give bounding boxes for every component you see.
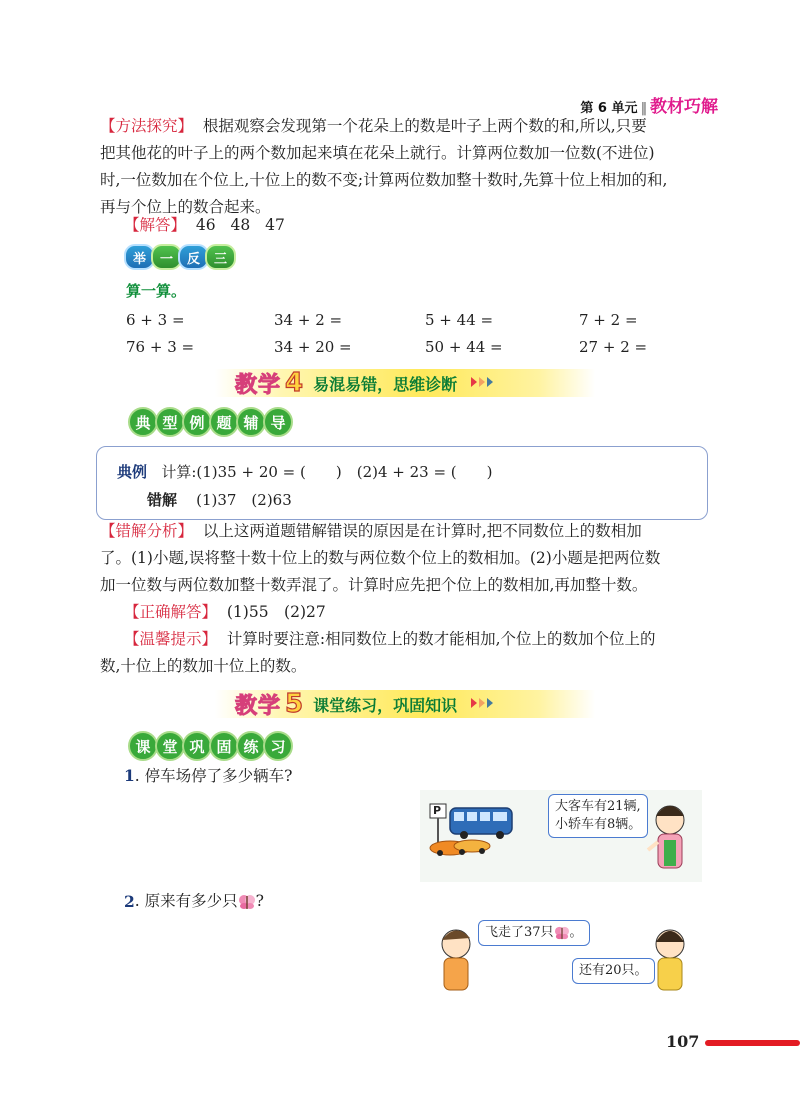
calc-item: 34 + 20 =: [274, 337, 352, 356]
q2-text: . 原来有多少只: [134, 892, 238, 910]
calc-item: 50 + 44 =: [425, 337, 503, 356]
error-line-2: 了。(1)小题,误将整十数十位上的数与两位数个位上的数相加。(2)小题是把两位数: [100, 549, 661, 567]
unit-label: 第 6 单元: [580, 101, 638, 116]
butterfly-icon: [238, 894, 256, 910]
juyi-char-1: 举: [124, 244, 155, 270]
typical-char: 例: [182, 407, 212, 437]
arrows-icon: [471, 698, 497, 711]
banner4-number: 4: [285, 368, 304, 398]
correct-values: (1)55 (2)27: [226, 603, 326, 621]
banner5-number: 5: [285, 689, 304, 719]
calc-title: 算一算。: [126, 282, 187, 300]
calc-grid: [126, 306, 686, 360]
parking-illustration: [420, 790, 702, 882]
error-label: 【错解分析】: [100, 522, 194, 540]
page-number: 107: [666, 1032, 700, 1051]
q1-text: . 停车场停了多少辆车?: [134, 767, 293, 785]
q2-speech-bubble-a: [478, 920, 590, 946]
calc-row-2: [126, 333, 686, 360]
calc-item: 34 + 2 =: [274, 310, 343, 329]
tip-label: 【温馨提示】: [124, 630, 218, 648]
banner5-title: 课堂练习，巩固知识: [313, 695, 458, 715]
banner5-word: 教学: [235, 693, 282, 719]
q2-bubble-a-end: 。: [569, 925, 583, 940]
example-question-row: [117, 461, 493, 482]
example-box: [96, 446, 708, 520]
question-2: [124, 888, 264, 915]
method-line-2: 把其他花的叶子上的两个数加起来填在花朵上就行。计算两位数加一位数(不进位): [100, 144, 655, 162]
correct-answer-row: [124, 599, 326, 626]
error-line-3: 加一位数与两位数加整十数弄混了。计算时应先把个位上的数相加,再加整十数。: [100, 576, 648, 594]
question-1: [124, 762, 292, 790]
typical-char: 典: [128, 407, 158, 437]
typical-char: 导: [263, 407, 293, 437]
q1-bubble-line-2: 小轿车有8辆。: [555, 817, 642, 832]
answer-label: 【解答】: [124, 216, 187, 234]
q1-number: 1: [124, 766, 135, 785]
calc-item: 27 + 2 =: [579, 337, 648, 356]
calc-item: 5 + 44 =: [425, 310, 494, 329]
tip-section: [100, 626, 710, 680]
header-title: 教材巧解: [650, 97, 718, 117]
practice-char: 课: [128, 731, 158, 761]
tip-line-2: 数,十位上的数加十位上的数。: [100, 657, 307, 675]
method-line-1: 根据观察会发现第一个花朵上的数是叶子上两个数的和,所以,只要: [202, 117, 647, 135]
method-label: 【方法探究】: [100, 117, 194, 135]
method-line-3: 时,一位数加在个位上,十位上的数不变;计算两位数加整十数时,先算十位上相加的和,: [100, 171, 668, 189]
q2-number: 2: [124, 892, 135, 911]
banner4-word: 教学: [235, 372, 282, 398]
typical-char: 型: [155, 407, 185, 437]
juyi-fansan-badge: [124, 244, 232, 270]
tip-line-1: 计算时要注意:相同数位上的数才能相加,个位上的数加个位上的: [226, 630, 656, 648]
juyi-char-3: 反: [178, 244, 209, 270]
typical-examples-badge: [128, 407, 290, 437]
method-line-4: 再与个位上的数合起来。: [100, 198, 271, 216]
answer-values: 46 48 47: [195, 216, 285, 234]
practice-char: 固: [209, 731, 239, 761]
banner4-title: 易混易错，思维诊断: [313, 374, 458, 394]
header-separator: ‖: [640, 101, 647, 116]
wrong-label: 错解: [147, 491, 178, 509]
q2-text-end: ?: [255, 892, 264, 910]
footer-red-bar: [705, 1040, 800, 1046]
section-banner-5: [215, 690, 595, 718]
example-label: 典例: [117, 463, 148, 481]
example-question: 计算:(1)35 + 20 = ( ) (2)4 + 23 = ( ): [161, 463, 493, 481]
practice-char: 习: [263, 731, 293, 761]
calc-row-1: [126, 306, 686, 333]
juyi-char-2: 一: [151, 244, 182, 270]
q1-bubble-line-1: 大客车有21辆,: [555, 799, 641, 814]
method-section: [100, 113, 710, 221]
practice-char: 堂: [155, 731, 185, 761]
example-wrong-row: [147, 489, 292, 510]
practice-badge: [128, 731, 290, 761]
correct-label: 【正确解答】: [124, 603, 218, 621]
calc-item: 6 + 3 =: [126, 310, 185, 329]
error-analysis-section: [100, 518, 710, 599]
q2-speech-bubble-b: 还有20只。: [572, 958, 655, 984]
wrong-answer: (1)37 (2)63: [196, 491, 292, 509]
parking-sign-letter: P: [433, 804, 442, 817]
section-banner-4: [215, 369, 595, 397]
answer-row: [124, 212, 285, 239]
butterfly-illustration: [430, 914, 702, 1000]
butterfly-icon: [554, 926, 570, 940]
practice-char: 练: [236, 731, 266, 761]
calc-item: 7 + 2 =: [579, 310, 638, 329]
q1-speech-bubble: [548, 794, 648, 838]
arrows-icon: [471, 377, 497, 390]
typical-char: 辅: [236, 407, 266, 437]
q2-bubble-a-text: 飞走了37只: [485, 925, 554, 940]
calc-item: 76 + 3 =: [126, 337, 195, 356]
typical-char: 题: [209, 407, 239, 437]
error-line-1: 以上这两道题错解错误的原因是在计算时,把不同数位上的数相加: [202, 522, 642, 540]
juyi-char-4: 三: [205, 244, 236, 270]
practice-char: 巩: [182, 731, 212, 761]
